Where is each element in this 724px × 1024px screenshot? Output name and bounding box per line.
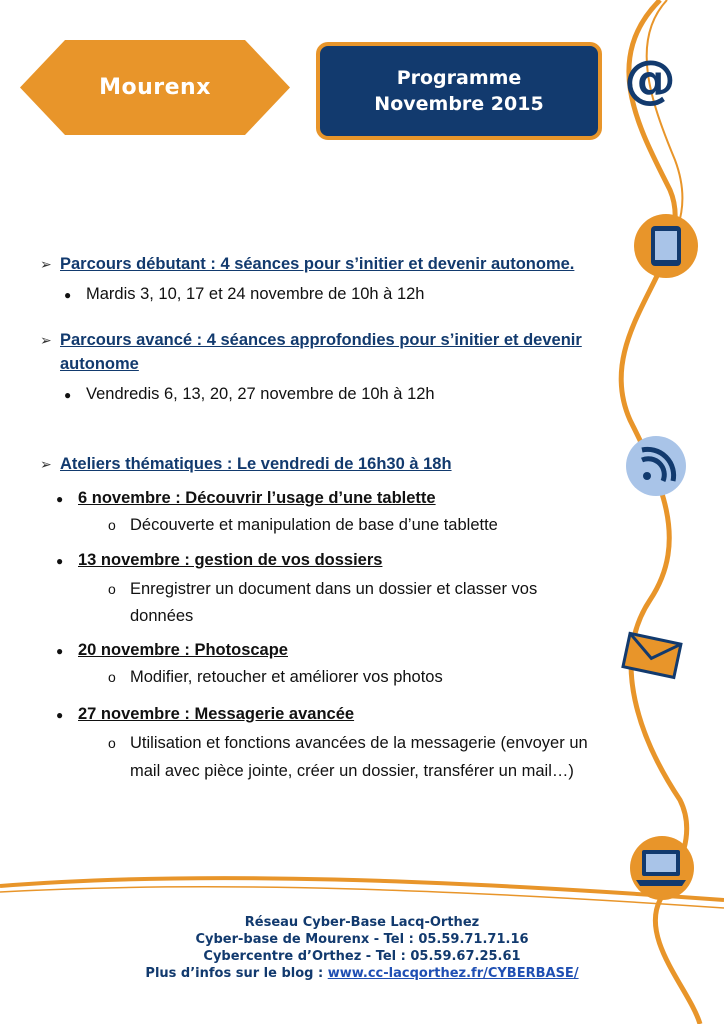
wavy-line xyxy=(621,0,700,1024)
bullet-icon: ● xyxy=(56,644,64,658)
arrow-bullet-icon: ➢ xyxy=(40,456,52,472)
location-label: Mourenx xyxy=(99,75,211,100)
workshop-description-line1: Utilisation et fonctions avancées de la messagerie (envoyer un xyxy=(130,734,588,752)
program-title-line1: Programme xyxy=(396,67,522,89)
bottom-curve xyxy=(0,878,724,900)
workshop-item xyxy=(56,702,598,726)
footer-orthez-phone: Cybercentre d’Orthez - Tel : 05.59.67.25.61 xyxy=(203,949,521,964)
circle-bullet-icon: o xyxy=(108,735,116,751)
footer-network: Réseau Cyber-Base Lacq-Orthez xyxy=(244,915,480,930)
bullet-icon: ● xyxy=(64,288,72,302)
arrow-bullet-icon: ➢ xyxy=(40,256,52,272)
bullet-icon: ● xyxy=(56,554,64,568)
footer-mourenx-phone: Cyber-base de Mourenx - Tel : 05.59.71.71.16 xyxy=(195,932,529,947)
envelope-icon xyxy=(623,633,681,677)
workshop-item xyxy=(56,638,598,662)
workshop-description: Découverte et manipulation de base d’une tablette xyxy=(130,516,498,534)
section-detail xyxy=(64,282,606,306)
footer-blog-label: Plus d’infos sur le blog : xyxy=(145,966,328,981)
program-title-line2: Novembre 2015 xyxy=(374,93,544,115)
section-heading-line1: Parcours avancé : 4 séances approfondies pour s’initier et devenir xyxy=(60,331,582,349)
section-workshops xyxy=(40,452,620,476)
section-advanced xyxy=(40,328,630,376)
workshop-detail xyxy=(108,665,630,689)
workshop-description: Modifier, retoucher et améliorer vos photos xyxy=(130,668,443,686)
section-heading-line2: autonome xyxy=(60,355,139,373)
footer-blog xyxy=(0,965,724,982)
workshop-title: 13 novembre : gestion de vos dossiers xyxy=(78,551,383,569)
workshop-detail xyxy=(108,513,630,537)
bullet-icon: ● xyxy=(56,492,64,506)
arrow-bullet-icon: ➢ xyxy=(40,332,52,348)
circle-bullet-icon: o xyxy=(108,581,116,597)
workshop-detail xyxy=(108,729,640,785)
wavy-line-thin xyxy=(647,0,683,250)
workshop-item xyxy=(56,486,598,510)
bullet-icon: ● xyxy=(56,708,64,722)
circle-bullet-icon: o xyxy=(108,669,116,685)
at-icon: @ xyxy=(624,50,676,110)
workshop-title: 6 novembre : Découvrir l’usage d’une tablette xyxy=(78,489,436,507)
section-detail xyxy=(64,382,606,406)
circle-bullet-icon: o xyxy=(108,517,116,533)
section-heading: Ateliers thématiques : Le vendredi de 16h30 à 18h xyxy=(60,455,452,473)
schedule-text: Mardis 3, 10, 17 et 24 novembre de 10h à 12h xyxy=(86,285,425,303)
workshop-title: 27 novembre : Messagerie avancée xyxy=(78,705,355,723)
bullet-icon: ● xyxy=(64,388,72,402)
footer xyxy=(0,914,724,982)
workshop-detail xyxy=(108,576,630,630)
program-title-box xyxy=(316,42,602,140)
workshop-description-line2: données xyxy=(130,607,194,625)
rss-icon xyxy=(626,436,686,496)
laptop-icon xyxy=(630,836,694,900)
tablet-icon xyxy=(634,214,698,278)
blog-link[interactable]: www.cc-lacqorthez.fr/CYBERBASE/ xyxy=(327,966,579,981)
section-heading: Parcours débutant : 4 séances pour s’initier et devenir autonome. xyxy=(60,255,575,273)
section-beginner xyxy=(40,252,620,276)
workshop-description-line1: Enregistrer un document dans un dossier et classer vos xyxy=(130,580,538,598)
bottom-curve-thin xyxy=(0,887,724,908)
workshop-description-line2: mail avec pièce jointe, créer un dossier, transférer un mail…) xyxy=(130,762,574,780)
schedule-text: Vendredis 6, 13, 20, 27 novembre de 10h à 12h xyxy=(86,385,435,403)
workshop-item xyxy=(56,548,598,572)
workshop-title: 20 novembre : Photoscape xyxy=(78,641,288,659)
